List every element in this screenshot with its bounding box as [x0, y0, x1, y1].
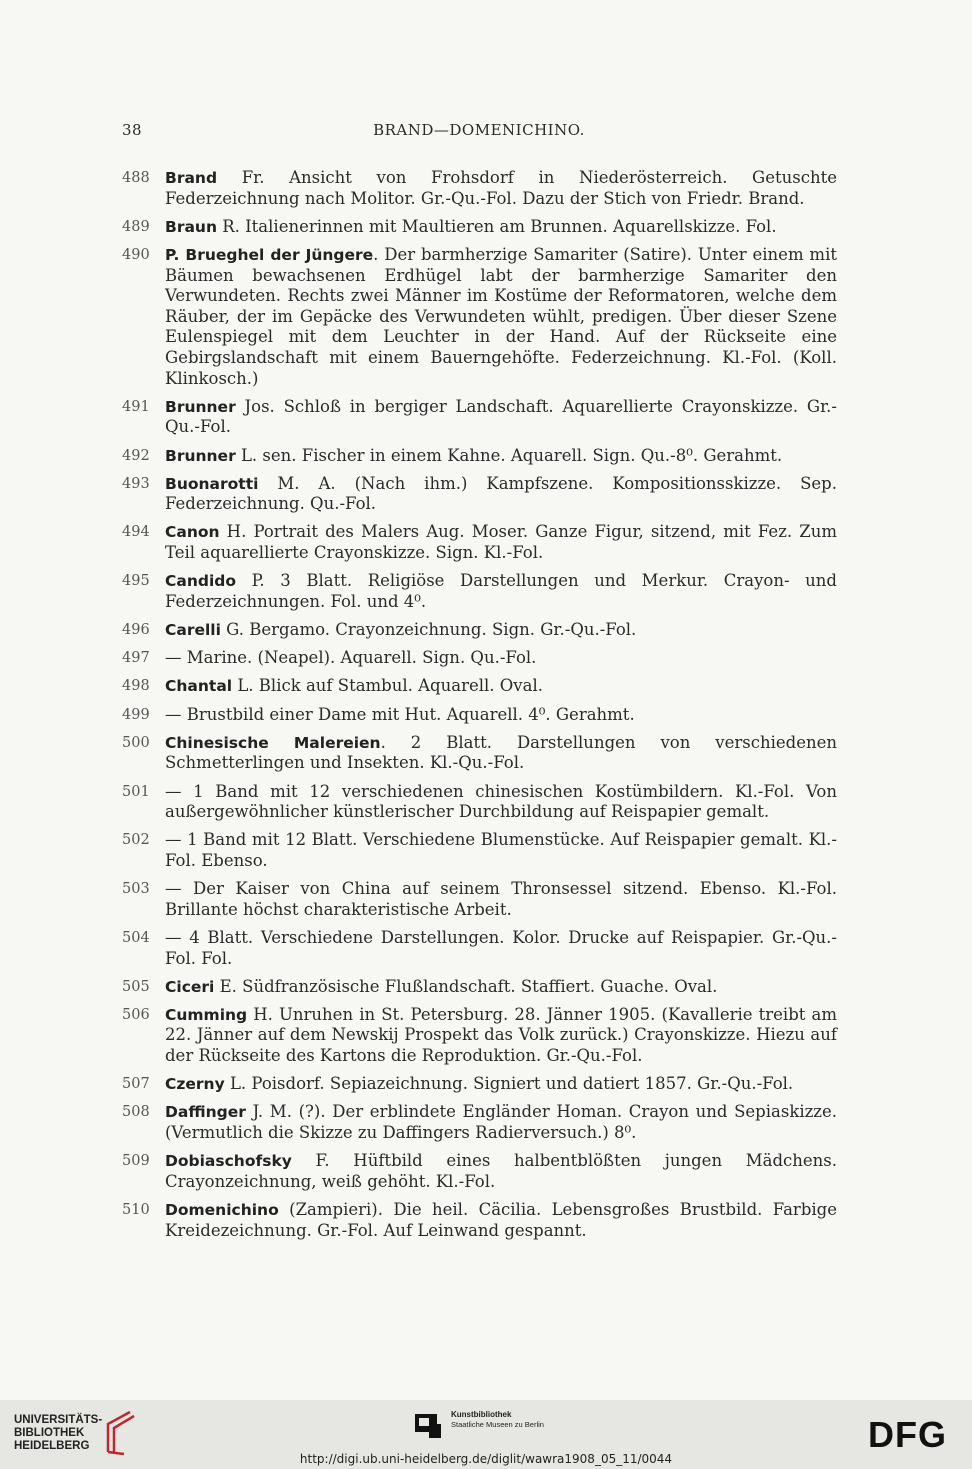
ub-line-1: UNIVERSITÄTS-: [14, 1414, 103, 1426]
ub-heidelberg-wordmark: [14, 1414, 102, 1453]
catalog-entries: [122, 168, 837, 1249]
entry-description: (Zampieri). Die heil. Cäcilia. Lebensgroßes Brustbild. Farbige Kreidezeichnung. Gr.-Fol. Auf Leinwand gespannt.: [165, 1200, 837, 1240]
catalog-entry: [122, 705, 837, 726]
catalog-entry: [122, 397, 837, 438]
catalog-entry: [122, 928, 837, 969]
entry-number: 498: [122, 678, 150, 695]
entry-description: Jos. Schloß in bergiger Landschaft. Aquarellierte Crayonskizze. Gr.-Qu.-Fol.: [165, 396, 837, 437]
artist-name: Brand: [165, 169, 218, 187]
entry-number: 506: [122, 1006, 150, 1023]
catalog-entry: [122, 676, 837, 697]
catalog-entry: [122, 217, 837, 238]
artist-name: Chinesische Malereien: [165, 733, 381, 752]
artist-name: P. Brueghel der Jüngere: [165, 245, 374, 264]
entry-number: 505: [122, 978, 150, 995]
entry-description: F. Hüftbild eines halbentblößten jungen Mädchens. Crayonzeichnung, weiß gehöht. Kl.-Fol.: [165, 1151, 837, 1191]
entry-number: 502: [122, 832, 150, 849]
kunstbibliothek-text: [451, 1410, 544, 1430]
artist-name: Daffinger: [165, 1103, 246, 1122]
footer-bar: [0, 1400, 972, 1469]
catalog-entry: [122, 522, 837, 563]
artist-name: Cumming: [165, 1005, 248, 1024]
page-number: 38: [122, 121, 143, 139]
artist-name: Dobiaschofsky: [165, 1152, 292, 1171]
catalog-entry: [122, 1102, 837, 1143]
entry-description: L. Blick auf Stambul. Aquarell. Oval.: [232, 676, 543, 696]
ub-line-3: HEIDELBERG: [14, 1440, 90, 1452]
catalog-entry: [122, 733, 837, 774]
entry-number: 504: [122, 929, 150, 946]
catalog-entry: [122, 474, 837, 515]
entry-number: 492: [122, 447, 150, 464]
catalog-entry: [122, 830, 837, 871]
entry-number: 496: [122, 622, 150, 639]
entry-number: 507: [122, 1076, 150, 1093]
entry-number: 488: [122, 170, 150, 186]
kunstbibliothek-mark: [415, 1410, 575, 1444]
entry-number: 503: [122, 881, 150, 898]
catalog-entry: [122, 879, 837, 920]
entry-description: — 1 Band mit 12 verschiedenen chinesischen Kostümbildern. Kl.-Fol. Von außergewöhnlicher künstlerischer Durchbildung auf Reispapier gemalt.: [165, 781, 837, 822]
catalog-entry: [122, 977, 837, 998]
entry-description: M. A. (Nach ihm.) Kampfszene. Kompositionsskizze. Sep. Federzeichnung. Qu.-Fol.: [165, 473, 837, 514]
catalog-entry: [122, 446, 837, 467]
entry-description: J. M. (?). Der erblindete Engländer Homan. Crayon und Sepiaskizze. (Vermutlich die Skizze zu Daffingers Radierversuch.) 8⁰.: [165, 1102, 837, 1143]
artist-name: Czerny: [165, 1075, 225, 1094]
kunstbibliothek-logo-icon: [415, 1410, 443, 1438]
permalink-url[interactable]: http://digi.ub.uni-heidelberg.de/diglit/wawra1908_05_11/0044: [299, 1452, 673, 1466]
entry-description: — Marine. (Neapel). Aquarell. Sign. Qu.-Fol.: [165, 648, 537, 668]
entry-number: 490: [122, 246, 150, 263]
entry-number: 495: [122, 573, 150, 590]
kb-line-1: Kunstbibliothek: [451, 1410, 512, 1419]
artist-name: Braun: [165, 217, 217, 236]
dfg-logo: DFG: [868, 1414, 947, 1455]
catalog-entry: [122, 168, 837, 209]
entry-number: 510: [122, 1202, 150, 1218]
entry-number: 493: [122, 475, 150, 492]
entry-description: R. Italienerinnen mit Maultieren am Brunnen. Aquarellskizze. Fol.: [217, 216, 777, 236]
entry-description: G. Bergamo. Crayonzeichnung. Sign. Gr.-Qu.-Fol.: [220, 620, 637, 640]
entry-number: 508: [122, 1104, 150, 1121]
catalog-entry: [122, 245, 837, 389]
artist-name: Carelli: [165, 621, 221, 640]
entry-description: H. Portrait des Malers Aug. Moser. Ganze Figur, sitzend, mit Fez. Zum Teil aquarellierte Crayonskizze. Sign. Kl.-Fol.: [165, 522, 837, 563]
artist-name: Brunner: [165, 397, 236, 416]
entry-description: — Der Kaiser von China auf seinem Thronsessel sitzend. Ebenso. Kl.-Fol. Brillante höchst charakteristische Arbeit.: [165, 879, 837, 919]
catalog-entry: [122, 782, 837, 823]
entry-number: 499: [122, 706, 150, 723]
catalog-entry: [122, 648, 837, 669]
entry-number: 500: [122, 734, 150, 751]
artist-name: Candido: [165, 572, 237, 591]
artist-name: Chantal: [165, 677, 233, 696]
entry-description: — 4 Blatt. Verschiedene Darstellungen. Kolor. Drucke auf Reispapier. Gr.-Qu.-Fol. Fol.: [165, 927, 837, 968]
catalog-entry: [122, 1200, 837, 1241]
catalog-entry: [122, 1151, 837, 1192]
catalog-entry: [122, 571, 837, 612]
page-title: BRAND—DOMENICHINO.: [373, 121, 585, 139]
catalog-entry: [122, 620, 837, 641]
entry-description: — Brustbild einer Dame mit Hut. Aquarell. 4⁰. Gerahmt.: [165, 704, 635, 724]
artist-name: Domenichino: [165, 1201, 279, 1219]
entry-number: 491: [122, 398, 150, 415]
ub-line-2: BIBLIOTHEK: [14, 1427, 85, 1439]
running-header: [122, 121, 836, 141]
catalog-entry: [122, 1074, 837, 1095]
artist-name: Canon: [165, 523, 220, 542]
artist-name: Brunner: [165, 446, 236, 465]
entry-number: 489: [122, 218, 150, 235]
entry-description: L. Poisdorf. Sepiazeichnung. Signiert und datiert 1857. Gr.-Qu.-Fol.: [224, 1074, 794, 1094]
entry-description: H. Unruhen in St. Petersburg. 28. Jänner 1905. (Kavallerie treibt am 22. Jänner auf dem Newskij Prospekt das Volk zurück.) Crayonskizze. Hiezu auf der Rückseite des Kartons die Reproduktion. Gr.-Qu.-Fol.: [165, 1004, 837, 1066]
entry-description: Fr. Ansicht von Frohsdorf in Niederösterreich. Getuschte Federzeichnung nach Molitor. Gr.-Qu.-Fol. Dazu der Stich von Friedr. Brand.: [165, 168, 837, 208]
entry-description: . Der barmherzige Samariter (Satire). Unter einem mit Bäumen bewachsenen Erdhügel labt der barmherzige Samariter den Verwundeten. Rechts zwei Männer im Kostüme der Reformatoren, welche dem Räuber, der im Gepäcke des Verwundeten wühlt, predigen. Über dieser Szene Eulenspiegel mit dem Leuchter in der Hand. Auf der Rückseite eine Gebirgslandschaft mit einem Bauerngehöfte. Federzeichnung. Kl.-Fol. (Koll. Klinkosch.): [165, 244, 837, 388]
entry-description: — 1 Band mit 12 Blatt. Verschiedene Blumenstücke. Auf Reispapier gemalt. Kl.-Fol. Ebenso.: [165, 830, 837, 870]
artist-name: Buonarotti: [165, 474, 259, 493]
catalog-entry: [122, 1005, 837, 1067]
entry-number: 509: [122, 1153, 150, 1170]
entry-description: . 2 Blatt. Darstellungen von verschiedenen Schmetterlingen und Insekten. Kl.-Qu.-Fol.: [165, 732, 837, 773]
kb-line-2: Staatliche Museen zu Berlin: [451, 1420, 544, 1429]
entry-description: L. sen. Fischer in einem Kahne. Aquarell. Sign. Qu.-8⁰. Gerahmt.: [235, 445, 783, 465]
ub-logo-icon: [100, 1408, 140, 1458]
entry-number: 501: [122, 783, 150, 800]
artist-name: Ciceri: [165, 977, 215, 996]
entry-description: P. 3 Blatt. Religiöse Darstellungen und Merkur. Crayon- und Federzeichnungen. Fol. und 4⁰.: [165, 571, 837, 611]
entry-number: 494: [122, 524, 150, 541]
entry-number: 497: [122, 650, 150, 667]
entry-description: E. Südfranzösische Flußlandschaft. Staffiert. Guache. Oval.: [214, 976, 718, 996]
